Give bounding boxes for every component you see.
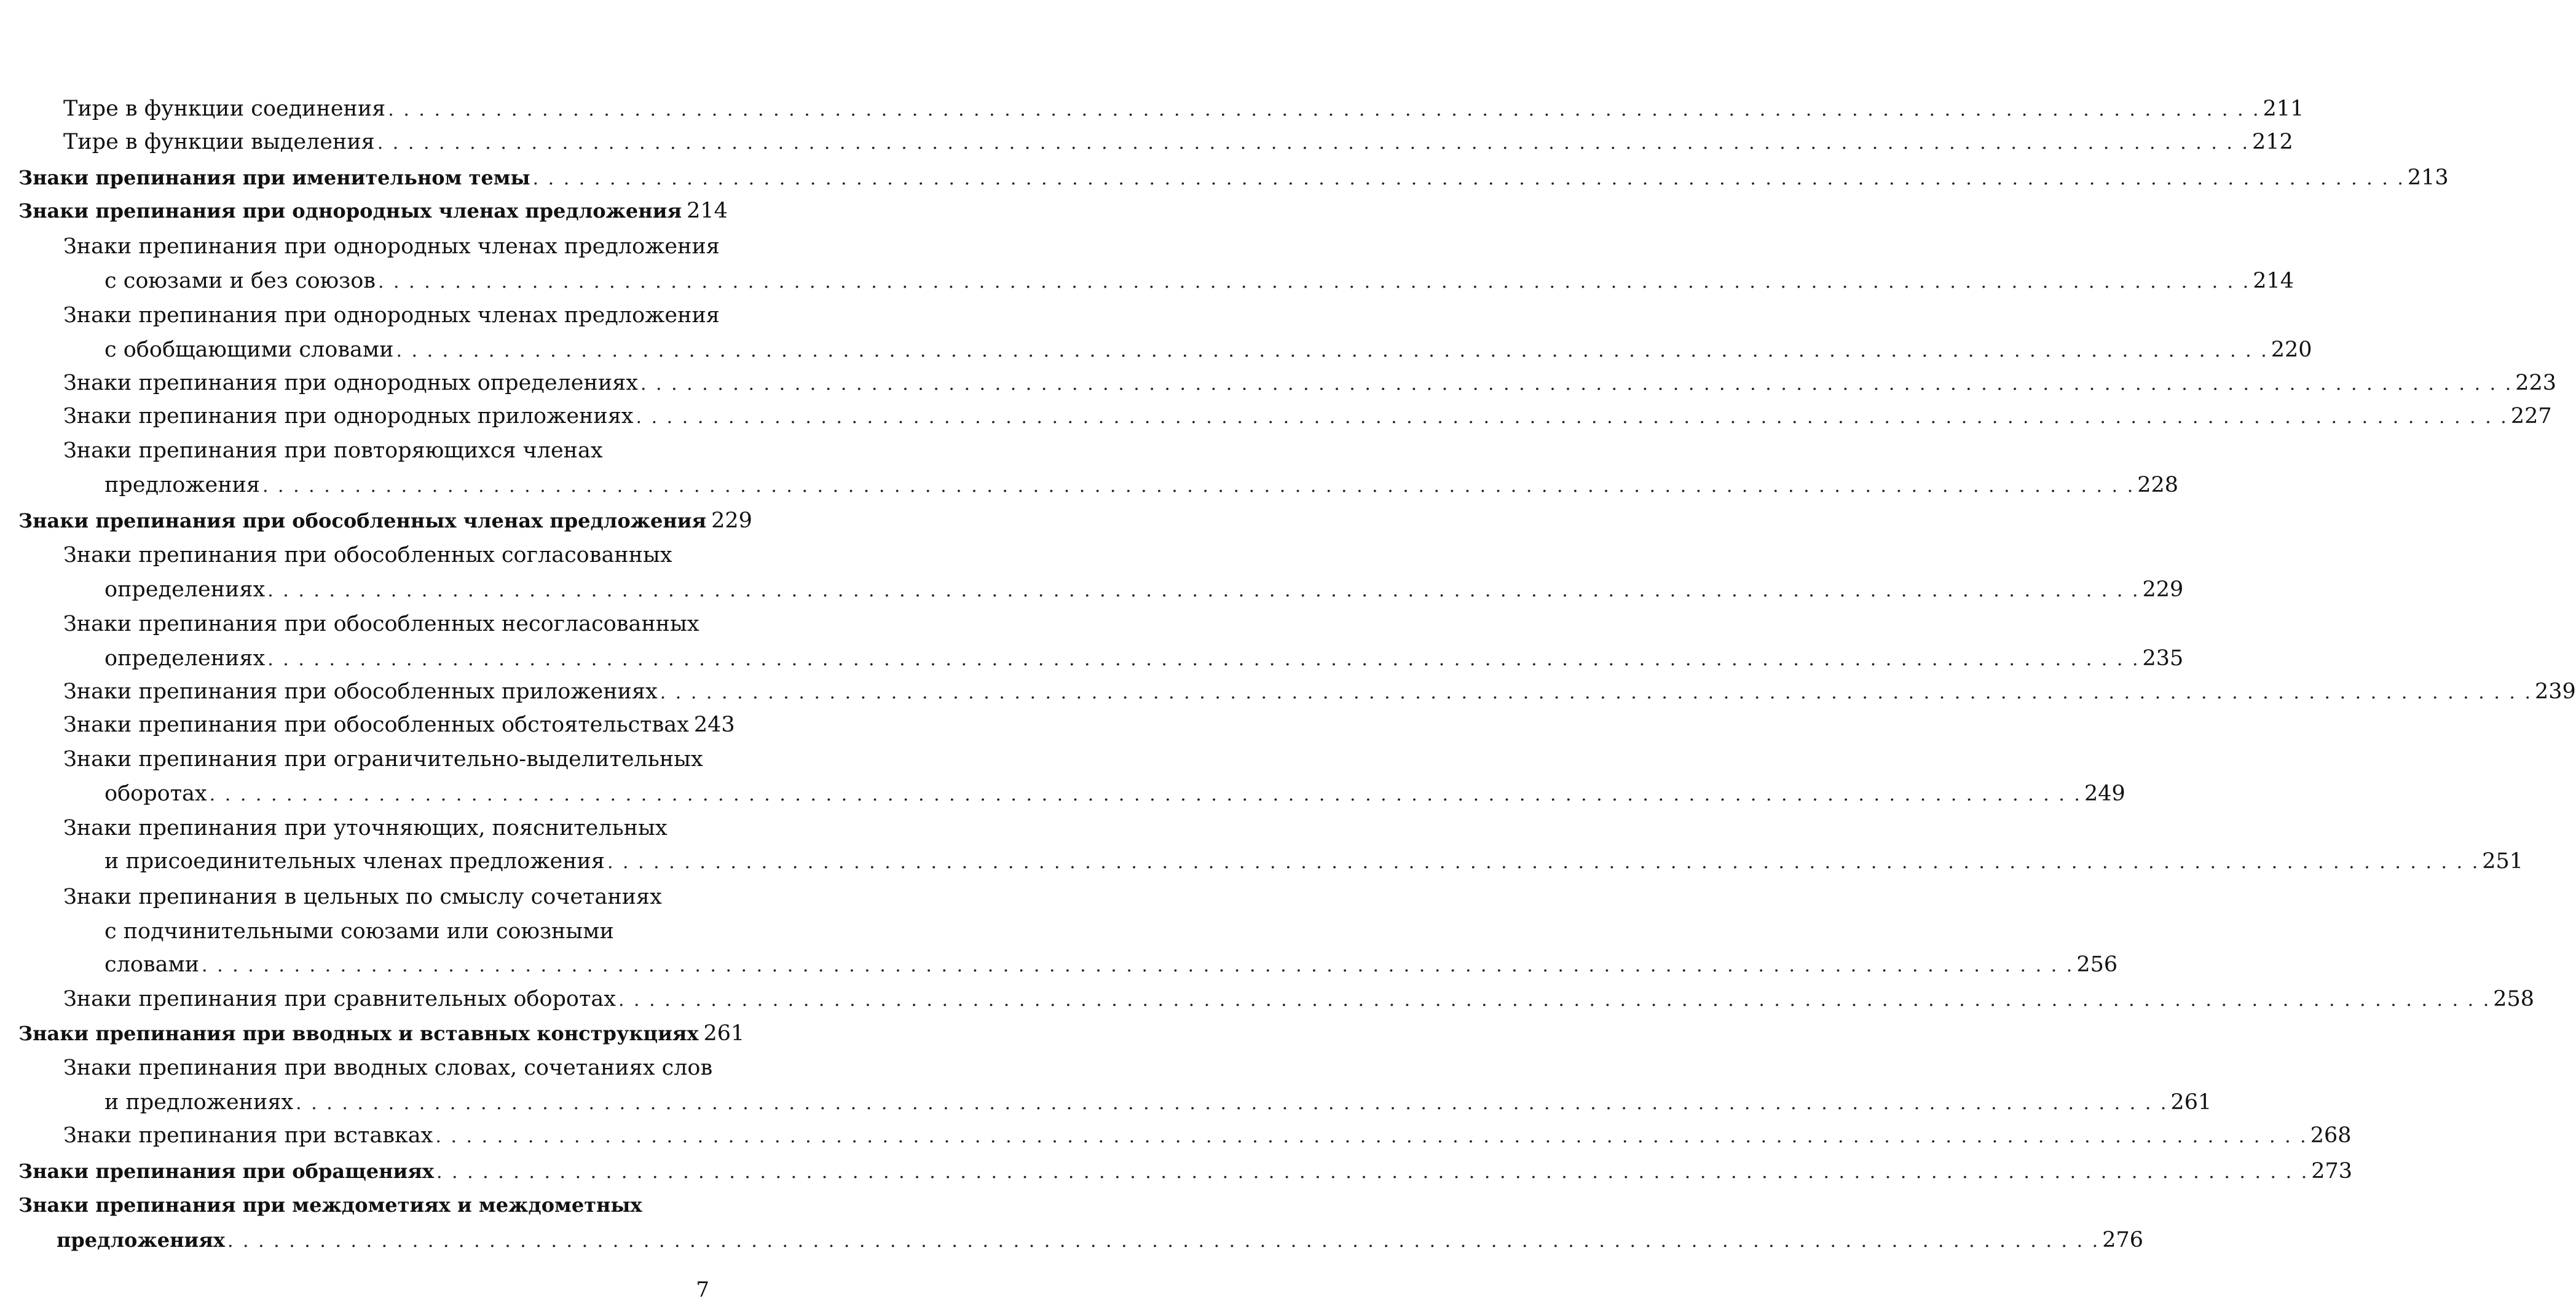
toc-entry-page: 211 bbox=[2263, 97, 2304, 121]
toc-entry-page: 214 bbox=[2253, 269, 2294, 293]
toc-entry-continuation bbox=[104, 646, 2184, 671]
toc-entry-continuation bbox=[104, 952, 2118, 977]
toc-entry-title: определениях bbox=[104, 577, 266, 602]
toc-entry bbox=[63, 234, 720, 259]
toc-leader-dots bbox=[640, 375, 2513, 393]
toc-entry-continuation bbox=[104, 1090, 2212, 1115]
toc-section-entry bbox=[18, 199, 728, 223]
toc-entry bbox=[63, 987, 2535, 1011]
toc-leader-dots bbox=[636, 408, 2508, 427]
toc-entry bbox=[63, 1056, 713, 1080]
toc-leader-dots bbox=[435, 1128, 2307, 1146]
toc-entry-title: предложения bbox=[104, 473, 260, 497]
toc-entry-title: Знаки препинания при однородных членах предложения bbox=[63, 303, 720, 328]
toc-section-entry bbox=[18, 1195, 709, 1215]
toc-section-entry-continuation bbox=[57, 1228, 2144, 1252]
toc-entry-page: 268 bbox=[2310, 1123, 2352, 1148]
toc-section-entry bbox=[18, 1021, 745, 1046]
toc-leader-dots bbox=[618, 991, 2491, 1010]
toc-entry-page: 261 bbox=[703, 1021, 745, 1046]
toc-entry-page: 214 bbox=[687, 199, 728, 223]
toc-leader-dots bbox=[262, 477, 2135, 496]
toc-entry-title: предложениях bbox=[57, 1228, 225, 1252]
toc-entry bbox=[63, 713, 735, 737]
toc-leader-dots bbox=[660, 684, 2532, 702]
toc-entry bbox=[63, 887, 709, 908]
toc-entry bbox=[63, 749, 709, 770]
toc-entry-title: Знаки препинания при повторяющихся членах bbox=[63, 438, 603, 463]
toc-entry-page: 251 bbox=[2482, 849, 2524, 874]
toc-leader-dots bbox=[267, 650, 2140, 669]
toc-entry-page: 213 bbox=[2407, 165, 2449, 190]
toc-entry-page: 243 bbox=[693, 713, 735, 737]
toc-entry-title: Знаки препинания при обособленных приложениях bbox=[63, 679, 658, 704]
toc-entry-page: 220 bbox=[2271, 338, 2312, 362]
toc-entry-title: Знаки препинания при именительном темы bbox=[18, 166, 530, 189]
toc-entry-continuation bbox=[104, 781, 2125, 806]
toc-entry-title: Знаки препинания при однородных приложениях bbox=[63, 404, 634, 429]
toc-entry bbox=[63, 130, 2293, 154]
toc-entry bbox=[63, 404, 2552, 429]
toc-entry-title: словами bbox=[104, 952, 200, 977]
toc-entry bbox=[63, 818, 709, 839]
toc-leader-dots bbox=[202, 957, 2074, 975]
toc-leader-dots bbox=[436, 1163, 2309, 1182]
toc-entry-title: Знаки препинания при ограничительно-выделительных bbox=[63, 747, 703, 772]
toc-leader-dots bbox=[378, 273, 2250, 291]
toc-entry-title: Знаки препинания при однородных определениях bbox=[63, 371, 638, 395]
toc-entry-title: Знаки препинания при вводных словах, сочетаниях слов bbox=[63, 1056, 713, 1080]
toc-entry bbox=[63, 679, 2576, 704]
toc-entry-title: Тире в функции соединения bbox=[63, 97, 386, 121]
toc-entry bbox=[63, 303, 720, 328]
toc-entry-page: 256 bbox=[2076, 952, 2118, 977]
toc-entry-title: с союзами и без союзов bbox=[104, 269, 376, 293]
toc-entry-title: Знаки препинания при обособленных обстоятельствах bbox=[63, 713, 689, 737]
toc-entry-title: Знаки препинания в цельных по смыслу сочетаниях bbox=[63, 885, 662, 909]
toc-entry-title: и предложениях bbox=[104, 1090, 294, 1115]
toc-entry bbox=[63, 97, 2304, 121]
toc-entry-title: Знаки препинания при обособленных согласованных bbox=[63, 543, 672, 567]
toc-entry-page: 261 bbox=[2170, 1090, 2212, 1115]
toc-entry bbox=[63, 1123, 2352, 1148]
toc-entry-title: Знаки препинания при обособленных несогласованных bbox=[63, 612, 699, 636]
toc-entry-page: 227 bbox=[2510, 404, 2552, 429]
toc-entry-title: с подчинительными союзами или союзными bbox=[104, 919, 614, 944]
toc-entry-title: Знаки препинания при однородных членах предложения bbox=[63, 234, 720, 259]
toc-entry-title: Знаки препинания при однородных членах предложения bbox=[18, 199, 682, 223]
toc-entry-page: 228 bbox=[2137, 473, 2179, 497]
toc-entry bbox=[63, 614, 709, 635]
toc-entry-page: 273 bbox=[2311, 1159, 2353, 1184]
toc-entry-continuation bbox=[104, 473, 2179, 497]
toc-entry-title: Знаки препинания при вводных и вставных конструкциях bbox=[18, 1022, 699, 1045]
page-number: 7 bbox=[696, 1278, 709, 1302]
toc-leader-dots bbox=[210, 786, 2082, 804]
toc-entry bbox=[63, 371, 2557, 395]
toc-section-entry bbox=[18, 165, 2449, 190]
toc-entry-continuation bbox=[104, 338, 2312, 362]
toc-entry-title: Знаки препинания при обращениях bbox=[18, 1160, 434, 1183]
toc-entry-continuation bbox=[104, 921, 709, 943]
toc-entry-continuation bbox=[104, 849, 2524, 874]
toc-entry-continuation bbox=[104, 577, 2184, 602]
toc-entry-title: Знаки препинания при междометиях и междометных bbox=[18, 1193, 642, 1217]
toc-leader-dots bbox=[296, 1094, 2168, 1113]
toc-entry-title: оборотах bbox=[104, 781, 207, 806]
toc-entry-page: 212 bbox=[2252, 130, 2293, 154]
toc-entry-title: Знаки препинания при уточняющих, пояснительных bbox=[63, 816, 668, 840]
toc-entry-page: 249 bbox=[2084, 781, 2125, 806]
toc-leader-dots bbox=[533, 170, 2405, 188]
toc-entry-page: 229 bbox=[2142, 577, 2184, 602]
toc-leader-dots bbox=[267, 582, 2140, 600]
toc-entry bbox=[63, 440, 709, 462]
toc-leader-dots bbox=[388, 101, 2260, 119]
toc-leader-dots bbox=[396, 342, 2268, 360]
toc-entry-page: 258 bbox=[2493, 987, 2535, 1011]
toc-entry-title: с обобщающими словами bbox=[104, 338, 394, 362]
toc-entry-title: Знаки препинания при вставках bbox=[63, 1123, 433, 1148]
toc-leader-dots bbox=[377, 134, 2250, 152]
toc-entry-title: Знаки препинания при обособленных членах предложения bbox=[18, 509, 707, 532]
toc-entry-page: 229 bbox=[711, 508, 752, 533]
toc-entry-title: определениях bbox=[104, 646, 266, 671]
toc-entry-continuation bbox=[104, 269, 2294, 293]
toc-entry bbox=[63, 545, 709, 566]
toc-leader-dots bbox=[607, 853, 2479, 872]
toc-leader-dots bbox=[227, 1232, 2100, 1251]
toc-entry-page: 235 bbox=[2142, 646, 2184, 671]
toc-entry-title: Тире в функции выделения bbox=[63, 130, 375, 154]
toc-section-entry bbox=[18, 1159, 2353, 1184]
toc-entry-title: Знаки препинания при сравнительных оборотах bbox=[63, 987, 616, 1011]
toc-section-entry bbox=[18, 508, 752, 533]
toc-entry-page: 276 bbox=[2102, 1228, 2144, 1252]
toc-entry-page: 239 bbox=[2535, 679, 2576, 704]
toc-entry-page: 223 bbox=[2515, 371, 2557, 395]
toc-entry-title: и присоединительных членах предложения bbox=[104, 849, 605, 874]
